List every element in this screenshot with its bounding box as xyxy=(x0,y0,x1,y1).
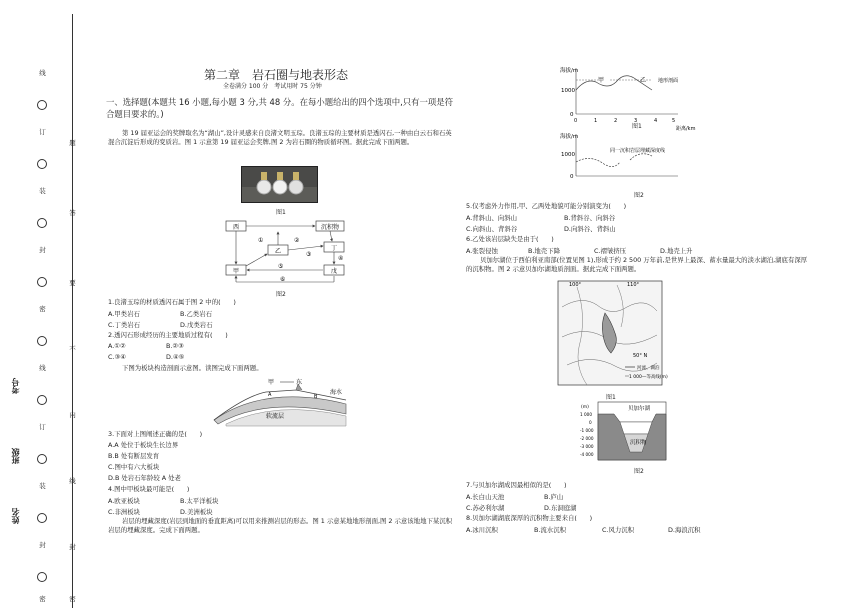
binding-hole xyxy=(37,159,47,169)
baikal-map xyxy=(557,277,668,389)
section-sediment-label: 沉积物 xyxy=(630,440,647,446)
x-tick-0: 0 xyxy=(574,118,578,124)
q4-option-a[interactable]: A.欧亚板块 xyxy=(108,497,140,505)
section-tick-n2000: -2 000 xyxy=(580,436,594,441)
q6-option-c[interactable]: C.褶皱挤压 xyxy=(594,247,627,255)
burial-depth-chart xyxy=(560,130,700,190)
q1-stem: 1.良渚玉琮的材质透闪石属于图 2 中的( ) xyxy=(108,298,236,306)
map-lat-50: 50° N xyxy=(633,353,648,359)
q8-option-b[interactable]: B.流水沉积 xyxy=(534,526,566,534)
binding-letter: 线 xyxy=(39,364,46,372)
map-lon-110: 110° xyxy=(627,282,640,288)
burial-y-tick-1000: 1000 xyxy=(561,152,575,158)
q7-option-b[interactable]: B.庐山 xyxy=(544,493,564,501)
node-wu: 戊 xyxy=(330,268,338,275)
plate-east: 东 xyxy=(296,379,303,386)
binding-letter: 密 xyxy=(39,595,46,603)
section-tick-n1000: -1 000 xyxy=(580,428,594,433)
binding-letter: 密 xyxy=(39,305,46,313)
binding-letter: 订 xyxy=(39,423,46,431)
q6-stem: 6.乙处该岩层缺失是由于( ) xyxy=(466,235,554,243)
binding-hole xyxy=(37,277,47,287)
x-tick-5: 5 xyxy=(672,118,676,124)
q6-option-d[interactable]: D.地壳上升 xyxy=(660,247,693,255)
binding-inner-letter: 线 xyxy=(69,477,76,485)
binding-hole xyxy=(37,100,47,110)
q2-stem: 2.透闪石形成经历的主要地质过程有( ) xyxy=(108,331,228,339)
q3-option-b[interactable]: B.B 处有断层发育 xyxy=(108,452,160,460)
section-tick-n3000: -3 000 xyxy=(580,444,594,449)
q3-option-d[interactable]: D.B 处岩石年龄较 A 处老 xyxy=(108,474,181,482)
q8-stem: 8.贝加尔湖湖底深厚的沉积物主要来自( ) xyxy=(466,514,593,522)
exam-number-label: 考号 xyxy=(11,378,20,394)
fig2-caption: 图2 xyxy=(276,291,286,298)
plate-west: 甲 xyxy=(268,379,275,386)
binding-line xyxy=(72,14,73,608)
binding-letter: 装 xyxy=(39,482,46,490)
arrow-6: ⑥ xyxy=(280,276,286,283)
baikal-section xyxy=(580,400,668,462)
arrow-5: ⑤ xyxy=(278,263,284,270)
terrain-profile-chart xyxy=(560,64,700,134)
q2-option-b[interactable]: B.②③ xyxy=(166,342,184,350)
map-lon-100: 100° xyxy=(569,282,582,288)
q2-option-c[interactable]: C.③④ xyxy=(108,353,126,361)
q8-option-c[interactable]: C.风力沉积 xyxy=(602,526,635,534)
baikal-intro: 贝加尔湖位于西伯利亚南部(位置见图 1),形成于约 2 500 万年前,是世界上最深、蓄水量最大的淡水湖泊,湖底有深厚的沉积物。图 2 示意贝加尔湖地质剖面。据此完成下面两题。 xyxy=(466,256,808,273)
q4-option-d[interactable]: D.美洲板块 xyxy=(180,508,213,516)
binding-hole xyxy=(37,454,47,464)
rock-cycle-diagram xyxy=(216,218,346,286)
burial-intro: 岩层的埋藏深度(岩层到地面的垂直距离)可以用来推测岩层的形态。图 1 示意某地地形剖面,图 2 示意该地地下某沉积岩层的埋藏深度。完成下面两题。 xyxy=(108,517,453,534)
q3-stem: 3.下面对上图阐述正确的是( ) xyxy=(108,430,203,438)
section-tick-0: 0 xyxy=(589,420,592,425)
q7-option-a[interactable]: A.长白山天池 xyxy=(466,493,505,501)
medal-photo xyxy=(241,166,318,203)
q1-option-d[interactable]: D.戊类岩石 xyxy=(180,321,213,329)
binding-inner-letter: 密 xyxy=(69,595,76,603)
section-title: 贝加尔湖 xyxy=(628,406,651,412)
q5-option-b[interactable]: B.背斜谷、向斜谷 xyxy=(564,214,616,222)
binding-hole xyxy=(37,513,47,523)
page-subtitle: 全卷满分 100 分 考试用时 75 分钟 xyxy=(223,83,322,90)
x-tick-3: 3 xyxy=(634,118,638,124)
section-heading: 一、选择题(本题共 16 小题,每小题 3 分,共 48 分。在每小题给出的四个选项中,只有一项是符合题目要求的。) xyxy=(106,97,453,119)
arrow-3: ③ xyxy=(306,251,312,258)
class-label: 班级 xyxy=(11,448,20,464)
q5-option-a[interactable]: A.背斜山、向斜山 xyxy=(466,214,518,222)
q3-option-a[interactable]: A.A 处位于板块生长边界 xyxy=(108,441,179,449)
segment-yi: 乙 xyxy=(640,77,647,84)
q8-option-a[interactable]: A.冰川沉积 xyxy=(466,526,498,534)
q3-option-c[interactable]: C.图中有六大板块 xyxy=(108,463,160,471)
profile-label: 地形剖面 xyxy=(658,78,679,84)
q7-option-c[interactable]: C.苏必利尔湖 xyxy=(466,504,505,512)
x-tick-1: 1 xyxy=(594,118,598,124)
burial-y-title: 海拔/m xyxy=(560,134,579,140)
binding-letter: 封 xyxy=(39,541,46,549)
q1-option-a[interactable]: A.甲类岩石 xyxy=(108,310,140,318)
q6-option-b[interactable]: B.地壳下降 xyxy=(528,247,560,255)
page-title: 第二章 岩石圈与地表形态 xyxy=(204,68,349,82)
q1-option-b[interactable]: B.乙类岩石 xyxy=(180,310,212,318)
q7-stem: 7.与贝加尔湖成因最相似的是( ) xyxy=(466,481,567,489)
burial-line-label: 同一沉积岩层埋藏深度线 xyxy=(610,148,666,154)
q4-option-c[interactable]: C.非洲板块 xyxy=(108,508,141,516)
q5-stem: 5.仅考虑外力作用,甲、乙两处地貌可能分别演变为( ) xyxy=(466,202,627,210)
arrow-4: ④ xyxy=(338,255,344,262)
binding-inner-letter: 内 xyxy=(69,411,76,419)
profile-y-title: 海拔/m xyxy=(560,68,579,74)
profile-y-tick-1000: 1000 xyxy=(561,88,575,94)
fig1-caption: 图1 xyxy=(276,209,286,216)
name-label: 姓名 xyxy=(11,508,20,524)
map-caption: 图1 xyxy=(606,394,616,401)
q2-option-d[interactable]: D.④⑤ xyxy=(166,353,185,361)
plate-b: B xyxy=(314,394,318,400)
binding-letter: 封 xyxy=(39,246,46,254)
section-unit: (m) xyxy=(581,405,589,410)
q7-option-d[interactable]: D.东洞庭湖 xyxy=(544,504,577,512)
map-legend-contour: 1 000—等高线(m) xyxy=(629,375,668,380)
q5-option-d[interactable]: D.向斜谷、背斜山 xyxy=(564,225,616,233)
node-ding: 丁 xyxy=(330,245,338,252)
q4-option-b[interactable]: B.太平洋板块 xyxy=(180,497,219,505)
plate-ocean: 海水 xyxy=(330,389,343,396)
profile-fig2-caption: 图2 xyxy=(634,192,644,199)
binding-letter: 装 xyxy=(39,187,46,195)
node-yi: 乙 xyxy=(274,248,282,255)
arrow-1: ① xyxy=(258,237,264,244)
map-legend-rivers: 河流、湖泊 xyxy=(637,366,660,371)
q4-stem: 4.图中甲板块最可能是( ) xyxy=(108,485,190,493)
node-jia: 甲 xyxy=(232,268,240,275)
q8-option-d[interactable]: D.海浪沉积 xyxy=(668,526,701,534)
q6-option-a[interactable]: A.张裂侵蚀 xyxy=(466,247,498,255)
plate-a: A xyxy=(268,392,272,398)
burial-y-tick-0: 0 xyxy=(570,174,574,180)
x-tick-4: 4 xyxy=(654,118,658,124)
binding-inner-letter: 要 xyxy=(69,279,76,287)
binding-hole xyxy=(37,395,47,405)
binding-inner-letter: 题 xyxy=(69,139,76,147)
section-tick-n4000: -4 000 xyxy=(580,452,594,457)
binding-letter: 线 xyxy=(39,69,46,77)
binding-letter: 订 xyxy=(39,128,46,136)
x-tick-2: 2 xyxy=(614,118,618,124)
plate-diagram xyxy=(206,374,356,426)
plate-mantle: 软流层 xyxy=(266,413,285,420)
q2-option-a[interactable]: A.①② xyxy=(108,342,126,350)
binding-inner-letter: 答 xyxy=(69,209,76,217)
profile-fig1-caption: 图1 xyxy=(632,123,642,130)
node-xi: 西 xyxy=(232,224,240,231)
binding-inner-letter: 封 xyxy=(69,543,76,551)
binding-hole xyxy=(37,572,47,582)
q1-option-c[interactable]: C.丁类岩石 xyxy=(108,321,141,329)
profile-x-title: 距离/km xyxy=(676,126,696,132)
binding-inner-letter: 不 xyxy=(69,345,76,353)
section-tick-1000: 1 000 xyxy=(580,412,592,417)
binding-hole xyxy=(37,218,47,228)
segment-jia: 甲 xyxy=(598,77,605,84)
profile-y-tick-0: 0 xyxy=(570,112,574,118)
binding-hole xyxy=(37,336,47,346)
plate-intro: 下图为板块构造剖面示意图。读图完成下面两题。 xyxy=(122,364,263,372)
section-caption: 图2 xyxy=(634,468,644,475)
question-intro: 第 19 届亚运会的奖牌取名为“湖山”,设计灵感来自良渚文明玉琮。良渚玉琮的主要材质是透闪石,一种由白云石和石英混合沉淀后形成的变质岩。图 1 示意第 19 届亚运会奖牌,图 2 为岩石圈的物质循环图。据此完成下面两题。 xyxy=(108,129,452,146)
node-sediment: 沉积物 xyxy=(320,224,340,231)
q5-option-c[interactable]: C.向斜山、背斜谷 xyxy=(466,225,518,233)
arrow-2: ② xyxy=(294,237,300,244)
